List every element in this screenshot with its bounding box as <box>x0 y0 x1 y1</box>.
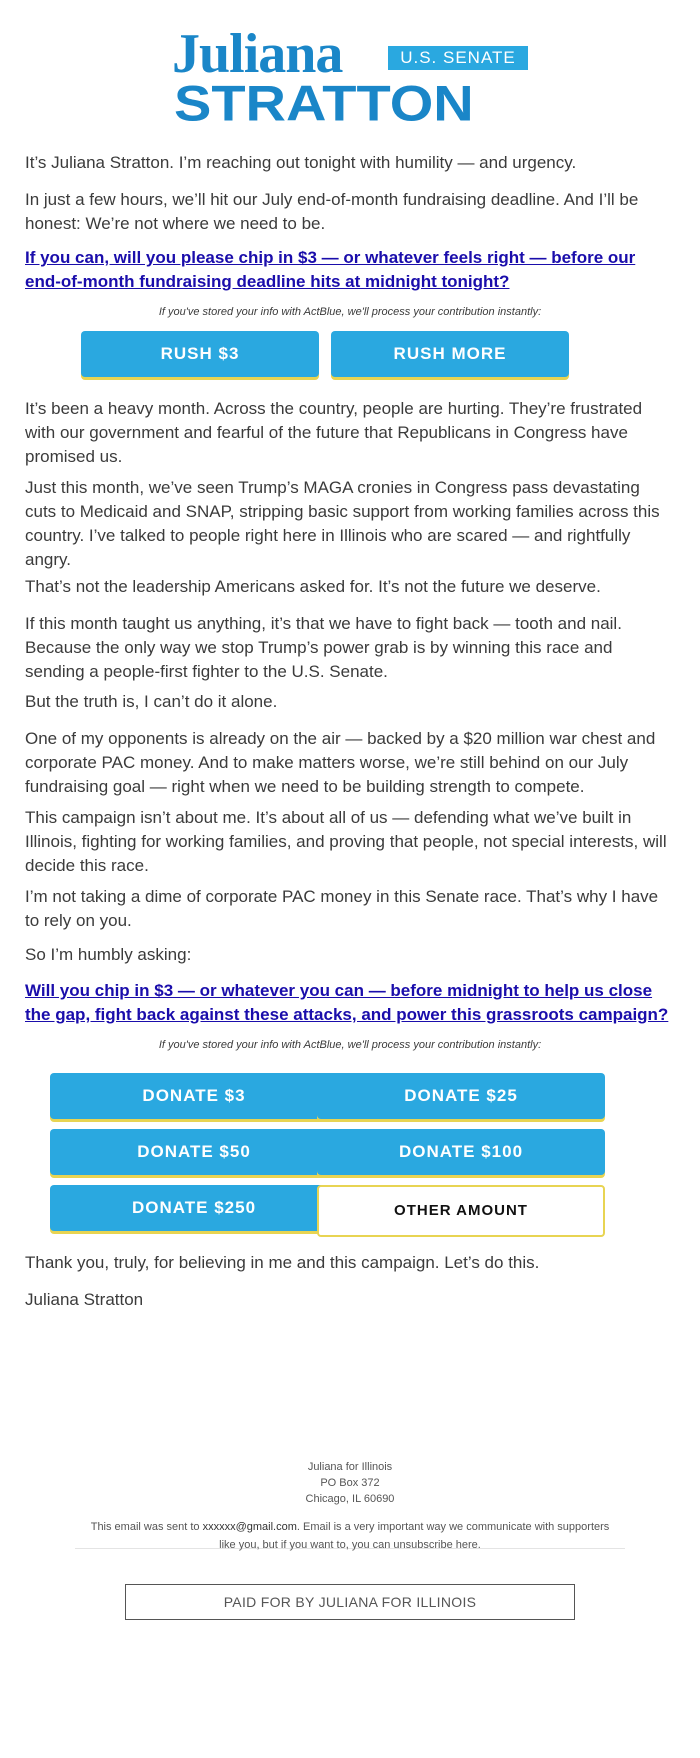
donate-50-button[interactable]: DONATE $50 <box>50 1129 338 1175</box>
donate-link-bottom[interactable]: Will you chip in $3 — or whatever you can — before midnight to help us close the gap, fight back against these attacks, and power this grassroots campaign? <box>25 981 669 1024</box>
unsubscribe-link[interactable]: unsubscribe here. <box>393 1539 481 1551</box>
logo-first-name: Juliana <box>172 23 343 85</box>
body-paragraph: In just a few hours, we’ll hit our July end-of-month fundraising deadline. And I’ll be honest: We’re not where we need to be. <box>25 190 639 233</box>
paid-for-disclaimer: PAID FOR BY JULIANA FOR ILLINOIS <box>125 1584 575 1620</box>
actblue-note: If you've stored your info with ActBlue, we'll process your contribution instantly: <box>158 1039 542 1051</box>
body-paragraph: But the truth is, I can’t do it alone. <box>25 692 278 711</box>
signature: Juliana Stratton <box>25 1290 144 1309</box>
body-paragraph: Just this month, we’ve seen Trump’s MAGA cronies in Congress pass devastating cuts to Medicaid and SNAP, stripping basic support from working families across this country. I’ve talked to people right here in Illinois who are scared — and rightfully angry. <box>25 478 660 569</box>
closing-paragraph: Thank you, truly, for believing in me and this campaign. Let’s do this. <box>25 1253 540 1272</box>
city-address: Chicago, IL 60690 <box>305 1493 395 1505</box>
campaign-logo <box>172 24 532 134</box>
footer-notice <box>85 1518 615 1554</box>
actblue-note: If you've stored your info with ActBlue, we'll process your contribution instantly: <box>158 306 542 318</box>
rush-more-button[interactable]: RUSH MORE <box>331 331 569 377</box>
donate-250-button[interactable]: DONATE $250 <box>50 1185 338 1231</box>
sent-prefix: This email was sent to <box>90 1521 203 1533</box>
body-paragraph: So I’m humbly asking: <box>25 945 192 964</box>
recipient-email: xxxxxx@gmail.com <box>202 1521 297 1533</box>
rush-3-button[interactable]: RUSH $3 <box>81 331 319 377</box>
donate-100-button[interactable]: DONATE $100 <box>317 1129 605 1175</box>
donate-3-button[interactable]: DONATE $3 <box>50 1073 338 1119</box>
body-paragraph: One of my opponents is already on the air — backed by a $20 million war chest and corporate PAC money. And to make matters worse, we’re still behind on our July fundraising goal — right when we need to be building strength to compete. <box>25 729 656 796</box>
other-amount-button[interactable]: OTHER AMOUNT <box>317 1185 605 1237</box>
body-paragraph: This campaign isn’t about me. It’s about all of us — defending what we’ve built in Illinois, fighting for working families, and proving that people, not special interests, will decide this race. <box>25 808 667 875</box>
donate-25-button[interactable]: DONATE $25 <box>317 1073 605 1119</box>
po-box: PO Box 372 <box>320 1477 380 1489</box>
body-paragraph: It’s Juliana Stratton. I’m reaching out tonight with humility — and urgency. <box>25 153 577 172</box>
body-paragraph: I’m not taking a dime of corporate PAC money in this Senate race. That’s why I have to rely on you. <box>25 887 659 930</box>
logo-last-name: STRATTON <box>174 74 474 132</box>
sent-middle: . Email is a very important way we communicate with supporters like you, but if you want to, you can <box>219 1521 610 1551</box>
body-paragraph: It’s been a heavy month. Across the country, people are hurting. They’re frustrated with our government and fearful of the future that Republicans in Congress have promised us. <box>25 399 643 466</box>
org-name: Juliana for Illinois <box>307 1461 393 1473</box>
donate-link-top[interactable]: If you can, will you please chip in $3 — or whatever feels right — before our end-of-month fundraising deadline hits at midnight tonight? <box>25 248 636 291</box>
logo-office-badge: U.S. SENATE <box>388 46 528 70</box>
body-paragraph: If this month taught us anything, it’s that we have to fight back — tooth and nail. Because the only way we stop Trump’s power grab is by winning this race and sending a people-first fighter to the U.S. Senate. <box>25 614 622 681</box>
body-paragraph: That’s not the leadership Americans asked for. It’s not the future we deserve. <box>25 577 601 596</box>
